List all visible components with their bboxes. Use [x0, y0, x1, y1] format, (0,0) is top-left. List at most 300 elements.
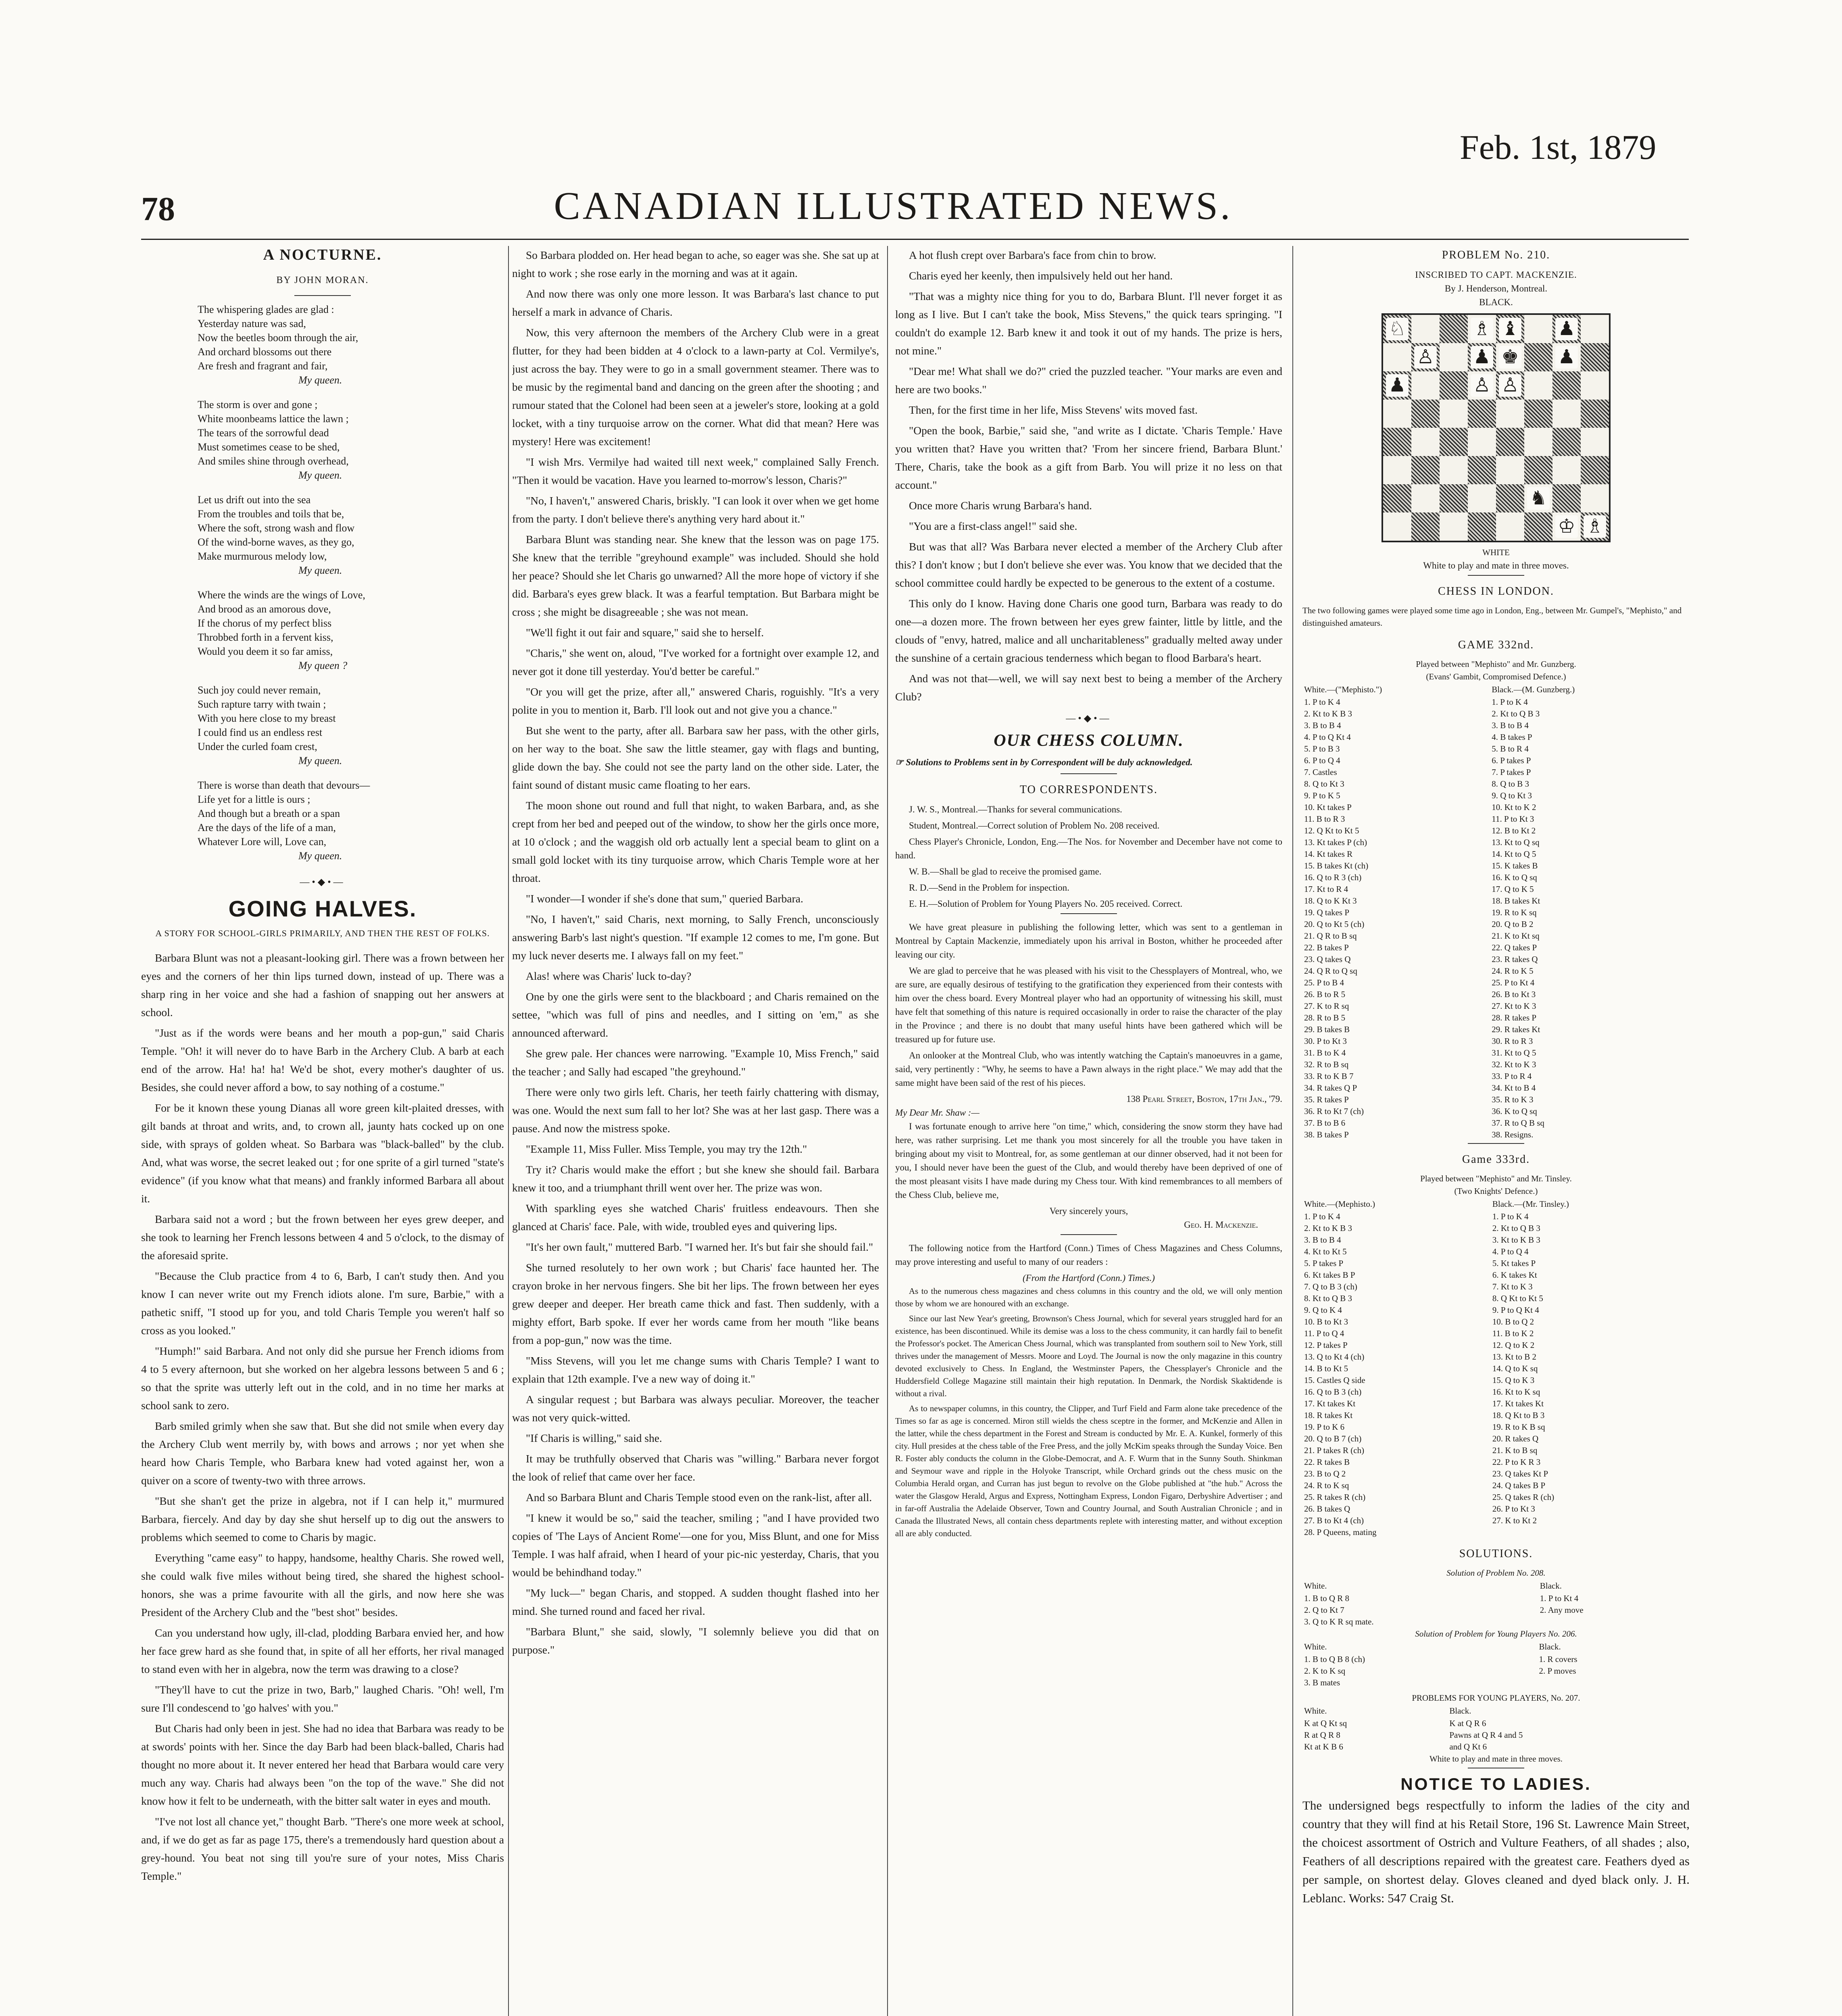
story-paragraph: This only do I know. Having done Charis one good turn, Barbara was ready to do one—a dozen more. The frown between her eyes grew fainter, little by little, and the clouds of "envy, hatred, malice and all uncharitableness" gradually melted away under the sunshine of a certain gracious tenderness which began to flood Barbara's heart. [895, 597, 1282, 664]
move-row [1302, 1527, 1690, 1538]
black-move: 1. P to K 4 [1492, 1212, 1529, 1221]
story-paragraph: "Just as if the words were beans and her mouth a pop-gun," said Charis Temple. "Oh! it will never do to have Barb in the Archery Club. A barb at each end of the arrow. Ha! ha! ha! We'd be shot, every mother's daughter of us. Besides, she could never afford a bow, to say nothing of a costume." [141, 1027, 504, 1093]
white-move: 21. Q R to B sq [1304, 931, 1357, 941]
black-move: 35. R to K 3 [1492, 1095, 1534, 1104]
move-row [1302, 708, 1690, 720]
board-square-g6 [1552, 371, 1581, 400]
poem-stanza [198, 588, 504, 673]
story-paragraph: It may be truthfully observed that Charis was "willing." Barbara never forgot the look of relief that came over her face. [512, 1452, 879, 1483]
black-move: 13. Kt to Q sq [1492, 837, 1540, 847]
board-square-a4 [1383, 428, 1411, 456]
game-1-opening: (Evans' Gambit, Compromised Defence.) [1426, 672, 1566, 681]
issue-date: Feb. 1st, 1879 [1460, 128, 1657, 167]
white-move: 27. K to R sq [1304, 1001, 1349, 1011]
white-move: 11. B to R 3 [1304, 814, 1345, 824]
board-square-f3 [1524, 456, 1552, 484]
move-row [1302, 813, 1690, 825]
board-square-a8 [1383, 315, 1411, 343]
move-row [1302, 989, 1690, 1000]
poem-line: Where the soft, strong wash and flow [198, 522, 355, 534]
poem-line: And orchard blossoms out there [198, 346, 332, 358]
black-move: 31. Kt to Q 5 [1492, 1048, 1536, 1058]
chess-piece-icon: ♙ [1471, 374, 1493, 397]
chess-piece-icon: ♟ [1386, 374, 1408, 397]
move-row [1302, 1059, 1690, 1070]
black-word: Black. [1539, 1642, 1561, 1652]
young-problem-caption: White to play and mate in three moves. [1429, 1754, 1563, 1764]
black-move: 30. R to R 3 [1492, 1036, 1533, 1046]
black-move: 2. P moves [1539, 1666, 1576, 1676]
board-square-b5 [1411, 400, 1440, 428]
move-row [1302, 1456, 1690, 1468]
story-paragraph: "I've not lost all chance yet," thought Barb. "There's one more week at school, and, if we do get as far as page 175, there's a tremendously hard question about a grey-hound. You beat not sing till you're sure of your notes, Miss Charis Temple." [141, 1815, 504, 1882]
position-row [1302, 1718, 1690, 1729]
poem-line: My queen. [298, 469, 342, 481]
board-square-b4 [1411, 428, 1440, 456]
page-number: 78 [141, 190, 175, 228]
white-move: 10. Kt takes P [1304, 802, 1352, 812]
game-2-opening: (Two Knights' Defence.) [1454, 1186, 1538, 1196]
poem-line: And though but a breath or a span [198, 808, 340, 819]
column-2 [512, 246, 879, 2016]
board-square-d2 [1468, 484, 1496, 512]
white-move: 3. B to B 4 [1304, 1235, 1341, 1245]
white-move: 22. R takes B [1304, 1457, 1350, 1467]
poem-line: Such joy could never remain, [198, 684, 321, 696]
move-row [1302, 1421, 1690, 1433]
story-paragraph: There were only two girls left. Charis, her teeth fairly chattering with dismay, was one. Would the next sum fall to her lot? She was at her last gasp. There was a pause. And now the mistress spoke. [512, 1086, 879, 1135]
story-paragraph: "Because the Club practice from 4 to 6, Barb, I can't study then. And you know I can never write out my French idiots alone. I'm sure, Barbie," with a pathetic sniff, "I stood up for you, and told Charis Temple you weren't half so cross as you looked." [141, 1270, 504, 1337]
young-problem-title: PROBLEMS FOR YOUNG PLAYERS, No. 207. [1412, 1693, 1580, 1703]
chess-piece-icon: ♙ [1414, 346, 1436, 369]
black-move: 6. P takes P [1492, 756, 1531, 765]
black-move: 12. Q to K 2 [1492, 1340, 1535, 1350]
game-2-players: Played between "Mephisto" and Mr. Tinsley. [1420, 1174, 1572, 1183]
board-square-a1 [1383, 512, 1411, 541]
poem-line: My queen. [298, 374, 342, 386]
solution-1-moves [1302, 1579, 1690, 1628]
board-square-d4 [1468, 428, 1496, 456]
black-move: 9. Q to Kt 3 [1492, 791, 1532, 800]
black-move: 19. R to K sq [1492, 908, 1537, 917]
white-move: 17. Kt takes Kt [1304, 1399, 1356, 1408]
story-paragraph: "Example 11, Miss Fuller. Miss Temple, you may try the 12th." [526, 1143, 807, 1155]
young-problem-position [1302, 1704, 1690, 1753]
poem-stanza [198, 778, 504, 863]
letter-paragraph: We are glad to perceive that he was pleased with his visit to the Chessplayers of Montreal, who, we are sure, are equally desirous of testifying to the gratification they experienced from their contests with him over the chess board. Every Montreal player who had an opportunity of witnessing his skill, must have felt that something of this nature is required occasionally in order to raise the character of the play in the Province ; and there is no doubt that many useful hints have been gathered which will be treasured up for future use. [895, 966, 1282, 1044]
black-move: 3. Kt to K B 3 [1492, 1235, 1540, 1245]
move-row [1302, 1223, 1690, 1234]
story-paragraph: "My luck—" began Charis, and stopped. A sudden thought flashed into her mind. She turned round and faced her rival. [512, 1587, 879, 1617]
black-move: 4. P to Q 4 [1492, 1247, 1529, 1256]
story-paragraph: But Charis had only been in jest. She had no idea that Barbara was ready to be at swords' points with her. Since the day Barb had been black-balled, Charis had thought no more about it. It never entered her head that Barbara would care very much any way. Charis had always been "on the top of the wave." She did not know how it felt to be underneath, with the bitter salt water in eyes and mouth. [141, 1722, 504, 1807]
black-move: 13. Kt to B 2 [1492, 1352, 1536, 1362]
move-row [1302, 1000, 1690, 1012]
story-text-2 [512, 246, 879, 1659]
move-row [1302, 895, 1690, 907]
board-square-h5 [1581, 400, 1609, 428]
white-label: WHITE [1482, 548, 1510, 557]
black-move: 4. B takes P [1492, 732, 1532, 742]
position-row [1302, 1741, 1690, 1753]
poem-line: Let us drift out into the sea [198, 494, 311, 506]
white-move: 6. Kt takes B P [1304, 1270, 1355, 1280]
poem-line: There is worse than death that devours— [198, 779, 370, 791]
move-row [1302, 802, 1690, 813]
divider [1468, 575, 1524, 576]
board-square-h8 [1581, 315, 1609, 343]
board-square-c8 [1440, 315, 1468, 343]
white-move: 21. P takes R (ch) [1304, 1445, 1365, 1455]
chess-piece-icon: ♗ [1471, 318, 1493, 340]
story-paragraph: "You are a first-class angel!" said she. [909, 520, 1077, 532]
poem-line: The storm is over and gone ; [198, 399, 318, 410]
story-paragraph: "Dear me! What shall we do?" cried the puzzled teacher. "Your marks are even and here are two books." [895, 365, 1282, 396]
correspondent-entry: W. B.—Shall be glad to receive the promised game. [909, 866, 1102, 877]
white-move: 28. R to B 5 [1304, 1013, 1346, 1023]
story-paragraph: So Barbara plodded on. Her head began to ache, so eager was she. She sat up at night to work ; she rose early in the morning and was at it again. [512, 249, 879, 279]
move-row [1302, 954, 1690, 965]
move-row [1302, 1503, 1690, 1515]
white-move: 16. Q to B 3 (ch) [1304, 1387, 1362, 1397]
black-move: 23. R takes Q [1492, 954, 1538, 964]
black-move: 16. K to Q sq [1492, 873, 1537, 882]
story-paragraph: "I knew it would be so," said the teacher, smiling ; "and I have provided two copies of 'The Lays of Ancient Rome'—one for you, Miss Blunt, and one for Miss Temple. I was half afraid, when I heard of your pic-nic yesterday, Charis, that you would be behindhand today." [512, 1512, 879, 1579]
story-paragraph: Alas! where was Charis' luck to-day? [526, 970, 692, 982]
board-square-e7 [1496, 343, 1524, 371]
move-row [1302, 1304, 1690, 1316]
chess-column-title: OUR CHESS COLUMN. [994, 731, 1184, 750]
board-square-d6 [1468, 371, 1496, 400]
move-row [1302, 1480, 1690, 1491]
column-divider [1292, 246, 1293, 2016]
move-row [1302, 1386, 1690, 1398]
chess-piece-icon: ♝ [1499, 318, 1521, 340]
white-move: 8. Q to Kt 3 [1304, 779, 1344, 789]
board-square-d7 [1468, 343, 1496, 371]
story-paragraph: Barbara Blunt was not a pleasant-looking girl. There was a frown between her eyes and the corners of her thin lips turned down, instead of up. There was a sharp ring in her voice and she had a fashion of snapping out her answers at school. [141, 952, 504, 1018]
board-square-d3 [1468, 456, 1496, 484]
move-row [1302, 1363, 1690, 1375]
black-move: 20. Q to B 2 [1492, 919, 1534, 929]
poem-stanza [198, 302, 504, 387]
board-square-e6 [1496, 371, 1524, 400]
white-move: 1. B to Q R 8 [1304, 1593, 1350, 1603]
board-square-c2 [1440, 484, 1468, 512]
board-square-g2 [1552, 484, 1581, 512]
white-move: 1. B to Q B 8 (ch) [1304, 1654, 1365, 1664]
black-move: 33. P to R 4 [1492, 1071, 1532, 1081]
black-move: 19. R to K B sq [1492, 1422, 1545, 1432]
move-row [1302, 1211, 1690, 1223]
black-move: 38. Resigns. [1492, 1130, 1534, 1139]
board-square-e5 [1496, 400, 1524, 428]
black-position: Pawns at Q R 4 and 5 [1449, 1730, 1523, 1740]
black-move: 11. B to K 2 [1492, 1329, 1534, 1338]
story-text-1 [141, 949, 504, 1885]
story-paragraph: With sparkling eyes she watched Charis' fruitless endeavours. Then she glanced at Charis' face. Pale, with wide, troubled eyes and quivering lips. [512, 1202, 879, 1233]
white-move: 33. R to K B 7 [1304, 1071, 1354, 1081]
story-paragraph: Once more Charis wrung Barbara's hand. [909, 499, 1092, 512]
white-move: 25. P to B 4 [1304, 978, 1344, 987]
correspondents-heading: TO CORRESPONDENTS. [1020, 783, 1158, 796]
story-paragraph: And was not that—well, we will say next best to being a member of the Archery Club? [895, 672, 1282, 703]
move-row [1302, 848, 1690, 860]
board-square-b6 [1411, 371, 1440, 400]
white-move: 29. B takes B [1304, 1025, 1350, 1034]
white-move: 9. Q to K 4 [1304, 1305, 1342, 1315]
board-square-a6 [1383, 371, 1411, 400]
move-row [1302, 1281, 1690, 1293]
divider [294, 295, 351, 296]
black-move: 11. P to Kt 3 [1492, 814, 1534, 824]
chess-piece-icon: ♟ [1471, 346, 1493, 369]
white-move: 34. R takes Q P [1304, 1083, 1357, 1093]
masthead: CANADIAN ILLUSTRATED NEWS. [554, 184, 1233, 228]
letter-address: 138 Pearl Street, Boston, 17th Jan., '79. [1126, 1094, 1282, 1104]
game-2-title: Game 333rd. [1462, 1153, 1530, 1166]
poem-stanza [198, 683, 504, 768]
board-square-g1 [1552, 512, 1581, 541]
move-row [1302, 1654, 1690, 1665]
story-paragraph: "Humph!" said Barbara. And not only did she pursue her French idioms from 4 to 5 every afternoon, but she worked on her algebra lessons between 5 and 6 ; so that the sprite was utterly left out in the cold, and in no time her marks at school sank to zero. [141, 1345, 504, 1412]
black-move: 36. K to Q sq [1492, 1106, 1537, 1116]
white-position: K at Q Kt sq [1304, 1718, 1347, 1728]
game-1-black-heading: Black.—(M. Gunzberg.) [1492, 685, 1575, 694]
story-paragraph: "I wish Mrs. Vermilye had waited till next week," complained Sally French. "Then it would be vacation. Have you learned to-morrow's lesson, Charis?" [512, 456, 879, 486]
solution-2-title: Solution of Problem for Young Players No. 206. [1415, 1629, 1577, 1639]
board-square-e8 [1496, 315, 1524, 343]
divider [1061, 1234, 1117, 1235]
column-divider [887, 246, 888, 2016]
white-move: 18. R takes Kt [1304, 1410, 1353, 1420]
poem-line: And smiles shine through overhead, [198, 455, 349, 467]
story-paragraph: The moon shone out round and full that night, to waken Barbara, and, as she crept from her bed and peeped out of the window, to show her the girls once more, at 10 o'clock ; and the waggish old orb actually lent a special beam to glint on a small gold locket with its tiny turquoise arrow, which Charis Temple wore at her throat. [512, 799, 879, 884]
move-row [1302, 1269, 1690, 1281]
white-move: 32. R to B sq [1304, 1060, 1349, 1069]
letter-closing: Very sincerely yours, [1049, 1206, 1128, 1216]
black-move: 7. P takes P [1492, 767, 1531, 777]
black-move: 28. R takes P [1492, 1013, 1537, 1023]
white-move: 15. Castles Q side [1304, 1375, 1365, 1385]
chess-piece-icon: ♟ [1555, 346, 1577, 369]
poem-line: Must sometimes cease to be shed, [198, 441, 340, 453]
poem-stanza [198, 493, 504, 577]
story-paragraph: And so Barbara Blunt and Charis Temple stood even on the rank-list, after all. [526, 1491, 872, 1504]
board-square-h2 [1581, 484, 1609, 512]
white-move: 12. P takes P [1304, 1340, 1348, 1350]
white-word: White. [1304, 1581, 1327, 1591]
hartford-source: (From the Hartford (Conn.) Times.) [1023, 1273, 1155, 1283]
black-move: 5. B to R 4 [1492, 744, 1529, 754]
problem-title: PROBLEM No. 210. [1442, 249, 1550, 261]
move-row [1302, 1082, 1690, 1094]
hartford-intro: The following notice from the Hartford (Conn.) Times of Chess Magazines and Chess Columns, may prove interesting and useful to many of our readers : [895, 1243, 1282, 1267]
black-move: 26. P to Kt 3 [1492, 1504, 1535, 1514]
story-text-3 [895, 246, 1282, 706]
chess-column-note [895, 756, 1282, 769]
black-move: 26. B to Kt 3 [1492, 989, 1536, 999]
black-word: Black. [1540, 1581, 1562, 1591]
poem-line: White moonbeams lattice the lawn ; [198, 413, 349, 425]
move-row [1302, 1593, 1690, 1604]
move-row [1302, 696, 1690, 708]
move-row [1302, 1035, 1690, 1047]
story-paragraph: "Charis," she went on, aloud, "I've worked for a fortnight over example 12, and never got it done till yesterday. You'd better be careful." [512, 647, 879, 677]
poem-line: Make murmurous melody low, [198, 550, 327, 562]
game-1-white-heading: White.—("Mephisto.") [1304, 685, 1382, 694]
white-move: 10. B to Kt 3 [1304, 1317, 1348, 1327]
board-square-e2 [1496, 484, 1524, 512]
correspondent-entry: J. W. S., Montreal.—Thanks for several communications. [909, 804, 1122, 814]
story-paragraph: "That was a mighty nice thing for you to do, Barbara Blunt. I'll never forget it as long as I live. But I can't take the book, Miss Stevens," the quick tears springing. "I couldn't do example 12. Barb knew it and took it out of my hands. The prize is hers, not mine." [895, 290, 1282, 357]
black-move: 7. Kt to K 3 [1492, 1282, 1533, 1291]
white-move: 8. Kt to Q B 3 [1304, 1293, 1352, 1303]
hartford-paragraph: As to the numerous chess magazines and chess columns in this country and the old, we will only mention those by whom we are honoured with an exchange. [895, 1286, 1282, 1308]
board-square-g8 [1552, 315, 1581, 343]
position-row [1302, 1729, 1690, 1741]
column-4 [1302, 246, 1690, 2016]
story-paragraph: "Barbara Blunt," she said, slowly, "I solemnly believe you did that on purpose." [512, 1625, 879, 1656]
black-move: 16. Kt to K sq [1492, 1387, 1540, 1397]
black-move: 21. K to B sq [1492, 1445, 1538, 1455]
white-move: 2. K to K sq [1304, 1666, 1346, 1676]
white-move: 12. Q Kt to Kt 5 [1304, 826, 1359, 835]
black-label: BLACK. [1479, 297, 1513, 307]
white-word: White. [1304, 1706, 1327, 1716]
white-move: 24. Q R to Q sq [1304, 966, 1357, 976]
white-move: 17. Kt to R 4 [1304, 884, 1348, 894]
white-move: 23. Q takes Q [1304, 954, 1351, 964]
white-move: 31. B to K 4 [1304, 1048, 1346, 1058]
board-square-b3 [1411, 456, 1440, 484]
board-square-a3 [1383, 456, 1411, 484]
white-move: 16. Q to R 3 (ch) [1304, 873, 1362, 882]
black-move: 27. Kt to K 3 [1492, 1001, 1536, 1011]
white-move: 2. Kt to K B 3 [1304, 709, 1352, 719]
divider [1061, 913, 1117, 914]
white-move: 9. P to K 5 [1304, 791, 1340, 800]
poem-body [141, 302, 504, 863]
board-square-c4 [1440, 428, 1468, 456]
move-row [1302, 1070, 1690, 1082]
pointing-hand-icon: ☞ [895, 757, 904, 767]
white-move: 38. B takes P [1304, 1130, 1349, 1139]
move-row [1302, 1293, 1690, 1304]
poem-line: Life yet for a little is ours ; [198, 793, 310, 805]
white-move: 27. B to Kt 4 (ch) [1304, 1516, 1364, 1525]
poem-line: Such rapture tarry with twain ; [198, 698, 326, 710]
white-move: 35. R takes P [1304, 1095, 1349, 1104]
hartford-paragraph: Since our last New Year's greeting, Brownson's Chess Journal, which for several years struggled hard for an existence, has been discontinued. While its demise was a loss to the chess community, it can hardly fail to benefit the Professor's pocket. The American Chess Journal, which was transplanted from southern soil to New York, still thrives under the management of Messrs. Moore and Loyd. The Journal is now the only magazine in this country devoted exclusively to Chess. In England, the Westminster Papers, the Chessplayer's Chronicle and the Huddersfield College Magazine still maintain their high reputation. In Denmark, the Nordisk Skaktidende is without a rival. [895, 1314, 1282, 1398]
poem-line: With you here close to my breast [198, 712, 336, 724]
move-row [1302, 755, 1690, 766]
black-move: 8. Q Kt to Kt 5 [1492, 1293, 1543, 1303]
white-move: 26. B takes Q [1304, 1504, 1350, 1514]
board-square-f4 [1524, 428, 1552, 456]
black-move: 6. K takes Kt [1492, 1270, 1537, 1280]
black-word: Black. [1449, 1706, 1471, 1716]
move-row [1302, 825, 1690, 837]
poem-line: Throbbed forth in a fervent kiss, [198, 631, 333, 643]
chess-piece-icon: ♚ [1499, 346, 1521, 369]
board-square-c3 [1440, 456, 1468, 484]
white-move: 1. P to K 4 [1304, 1212, 1340, 1221]
black-move: 22. P to K R 3 [1492, 1457, 1541, 1467]
problem-author: By J. Henderson, Montreal. [1444, 283, 1548, 294]
black-move: 34. Kt to B 4 [1492, 1083, 1536, 1093]
divider [1468, 1143, 1524, 1144]
move-row [1302, 860, 1690, 872]
move-row [1302, 1258, 1690, 1269]
board-square-a7 [1383, 343, 1411, 371]
white-move: 3. B to B 4 [1304, 721, 1341, 730]
story-title: GOING HALVES. [228, 896, 417, 921]
poem-line: Under the curled foam crest, [198, 741, 317, 752]
move-row [1302, 1129, 1690, 1141]
board-square-g5 [1552, 400, 1581, 428]
board-square-c1 [1440, 512, 1468, 541]
letter-intro: We have great pleasure in publishing the following letter, which was sent to a gentleman in Montreal by Captain Mackenzie, immediately upon his arrival in Boston, whither he proceeded after leaving our city. [895, 922, 1282, 960]
board-square-c7 [1440, 343, 1468, 371]
move-row [1302, 872, 1690, 883]
black-move [1491, 1527, 1690, 1538]
letter-salutation: My Dear Mr. Shaw :— [895, 1108, 979, 1118]
move-row [1302, 930, 1690, 942]
poem-line: My queen. [298, 755, 342, 766]
white-move: 4. Kt to Kt 5 [1304, 1247, 1347, 1256]
white-move: 7. Castles [1304, 767, 1337, 777]
white-move: 3. Q to K R sq mate. [1304, 1617, 1374, 1627]
game-1-players: Played between "Mephisto" and Mr. Gunzberg. [1416, 659, 1576, 669]
story-paragraph: "They'll have to cut the prize in two, Barb," laughed Charis. "Oh! well, I'm sure I'll condescend to 'go halves' with you." [141, 1683, 504, 1714]
move-row [1302, 1316, 1690, 1328]
poem-byline: BY JOHN MORAN. [276, 275, 369, 285]
black-move: 1. P to Kt 4 [1540, 1593, 1579, 1603]
move-row [1302, 731, 1690, 743]
board-square-b1 [1411, 512, 1440, 541]
move-row [1302, 1246, 1690, 1258]
move-row [1302, 1047, 1690, 1059]
poem-line: Whatever Lore will, Love can, [198, 836, 327, 848]
move-row [1302, 743, 1690, 755]
move-row [1302, 1665, 1690, 1677]
letter-paragraph: An onlooker at the Montreal Club, who was intently watching the Captain's manoeuvres in a game, said, very pertinently : "Why, he seems to have a Pawn always in the right place." We may add that the same might have been said of the rest of his pieces. [895, 1050, 1282, 1088]
story-paragraph: "No, I haven't," answered Charis, briskly. "I can look it over when we get home from the party. I don't believe there's anything very hard about it." [512, 494, 879, 525]
black-move [1538, 1677, 1690, 1689]
board-square-f1 [1524, 512, 1552, 541]
story-paragraph: "Open the book, Barbie," said she, "and write as I dictate. 'Charis Temple.' Have you written that? Have you written that? 'From her sincere friend, Barbara Blunt.' There, Charis, take the book as a gift from Barb. You will prize it no less on that account." [895, 424, 1282, 491]
board-square-g7 [1552, 343, 1581, 371]
story-paragraph: A singular request ; but Barbara was always peculiar. Moreover, the teacher was not very quick-witted. [512, 1393, 879, 1424]
story-subtitle: A STORY FOR SCHOOL-GIRLS PRIMARILY, AND THEN THE REST OF FOLKS. [155, 928, 490, 938]
story-paragraph: She turned resolutely to her own work ; but Charis' face haunted her. The crayon broke in her nervous fingers. She bit her lips. The frown between her eyes grew deeper and deeper. Her breath came thick and fast. Then suddenly, with a mighty effort, Barb spoke. If ever her words came from her mouth "like beans from a pop-gun," now was the time. [512, 1261, 879, 1346]
board-square-f2 [1524, 484, 1552, 512]
story-paragraph: Everything "came easy" to happy, handsome, healthy Charis. She rowed well, she could walk five miles without being tired, she shared the highest school-honors, she was a prime favourite with all the girls, and now here she was President of the Archery Club and the "best shot" besides. [141, 1552, 504, 1618]
story-paragraph: She grew pale. Her chances were narrowing. "Example 10, Miss French," said the teacher ; and Sally had escaped "the greyhound." [512, 1047, 879, 1078]
game-2-white-heading: White.—(Mephisto.) [1304, 1199, 1375, 1209]
white-move: 26. B to R 5 [1304, 989, 1346, 999]
white-move: 22. B takes P [1304, 943, 1349, 952]
board-square-h1 [1581, 512, 1609, 541]
chess-piece-icon: ♞ [1527, 487, 1549, 510]
white-move: 14. B to Kt 5 [1304, 1364, 1348, 1373]
move-row [1302, 1410, 1690, 1421]
game-1-title: GAME 332nd. [1458, 639, 1534, 651]
black-move: 9. P to Q Kt 4 [1492, 1305, 1539, 1315]
poem-line: Are fresh and fragrant and fair, [198, 360, 328, 372]
black-move: 25. Q takes R (ch) [1492, 1492, 1554, 1502]
